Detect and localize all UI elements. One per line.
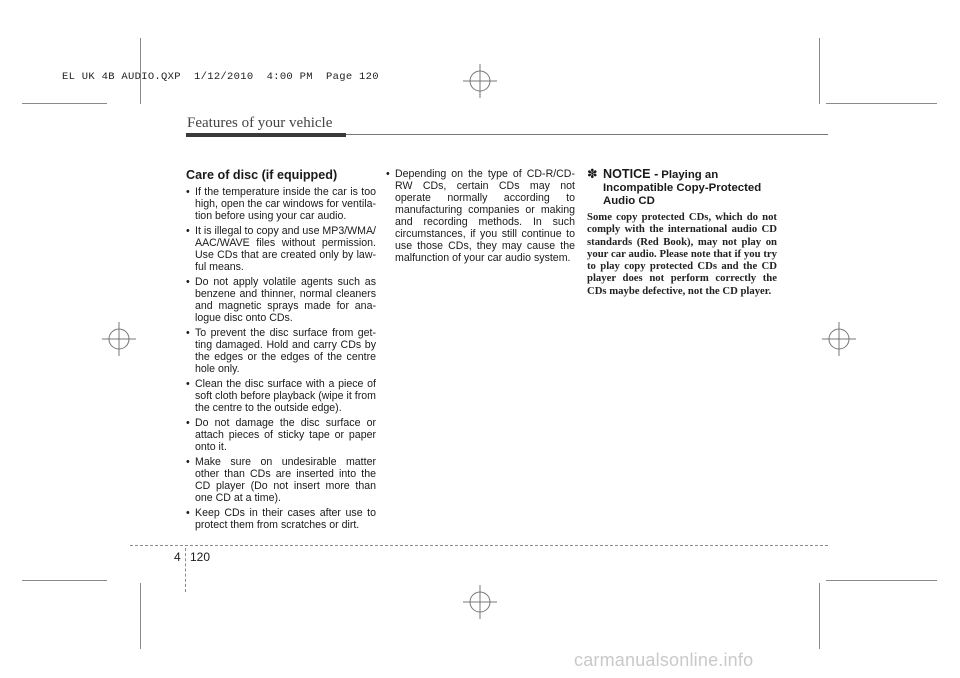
footer-rule [130, 545, 828, 546]
crop-line [819, 38, 820, 104]
watermark-text: carmanualsonline.info [574, 650, 754, 670]
header-rule [346, 134, 828, 135]
list-item-text: To prevent the disc surface from get-ting damaged. Hold and carry CDs by the edges or the edges of the centre hole only. [195, 327, 376, 375]
registration-mark-icon [102, 322, 136, 356]
page-number: 120 [190, 550, 211, 564]
list-item [186, 456, 376, 504]
crop-line [826, 580, 937, 581]
list-item [186, 186, 376, 222]
list-item-text: If the temperature inside the car is too high, open the car windows for ventila-tion before using your car audio. [195, 186, 376, 222]
bullet-icon: • [186, 225, 190, 237]
list-item-text: It is illegal to copy and use MP3/WMA/ AAC/WAVE files without permission. Use CDs that are created only by law-ful means. [195, 225, 376, 273]
list-item [386, 168, 575, 264]
column-cd-types [386, 168, 575, 267]
page-header-title: Features of your vehicle [187, 115, 333, 131]
section-heading: Care of disc (if equipped) [186, 168, 338, 182]
bullet-icon: • [186, 186, 190, 198]
bullet-icon: • [386, 168, 390, 180]
list-item-text: Clean the disc surface with a piece of soft cloth before playback (wipe it from the centre to the outside edge). [195, 378, 376, 414]
header-bar [186, 133, 346, 137]
list-item [186, 327, 376, 375]
registration-mark-icon [822, 322, 856, 356]
bullet-icon: • [186, 378, 190, 390]
bullet-icon: • [186, 456, 190, 468]
bullet-icon: • [186, 276, 190, 288]
notice-box [587, 168, 777, 297]
notice-title: Playing an Incompatible Copy-Protected Audio CD [603, 169, 762, 207]
list-item-text: Do not damage the disc surface or attach pieces of sticky tape or paper onto it. [195, 417, 376, 453]
crop-line [140, 583, 141, 649]
list-item-text: Make sure on undesirable matter other than CDs are inserted into the CD player (Do not insert more than one CD at a time). [195, 456, 376, 504]
notice-star-icon: ✽ [587, 167, 598, 181]
column-care-of-disc [186, 168, 376, 534]
crop-line [22, 103, 107, 104]
crop-line [826, 103, 937, 104]
list-item [186, 276, 376, 324]
list-item-text: Keep CDs in their cases after use to protect them from scratches or dirt. [195, 507, 376, 531]
bullet-icon: • [186, 507, 190, 519]
notice-heading [587, 168, 777, 208]
list-item [186, 225, 376, 273]
list-item [186, 378, 376, 414]
list-item-text: Depending on the type of CD-R/CD-RW CDs, certain CDs may not operate normally according to manufacturing companies or making and recording methods. In such circumstances, if you still continue to use those CDs, they may cause the malfunction of your car audio system. [395, 168, 575, 264]
crop-line [819, 583, 820, 649]
registration-mark-icon [463, 64, 497, 98]
section-number: 4 [174, 550, 181, 564]
list-item-text: Do not apply volatile agents such as benzene and thinner, normal cleaners and magnetic sprays made for ana-logue disc onto CDs. [195, 276, 376, 324]
list-item [186, 507, 376, 531]
footer-divider [185, 548, 186, 592]
bullet-list [186, 186, 376, 531]
bullet-icon: • [186, 417, 190, 429]
bullet-icon: • [186, 327, 190, 339]
print-slug-line: EL UK 4B AUDIO.QXP 1/12/2010 4:00 PM Page 120 [62, 71, 379, 83]
crop-line [22, 580, 107, 581]
bullet-list [386, 168, 575, 264]
notice-body: Some copy protected CDs, which do not comply with the international audio CD standards (Red Book), may not play on your car audio. Please note that if you try to play copy protected CDs and the CD player does not perform correctly the CDs maybe defective, not the CD player. [587, 211, 777, 297]
notice-label: NOTICE - [603, 167, 659, 181]
registration-mark-icon [463, 585, 497, 619]
list-item [186, 417, 376, 453]
